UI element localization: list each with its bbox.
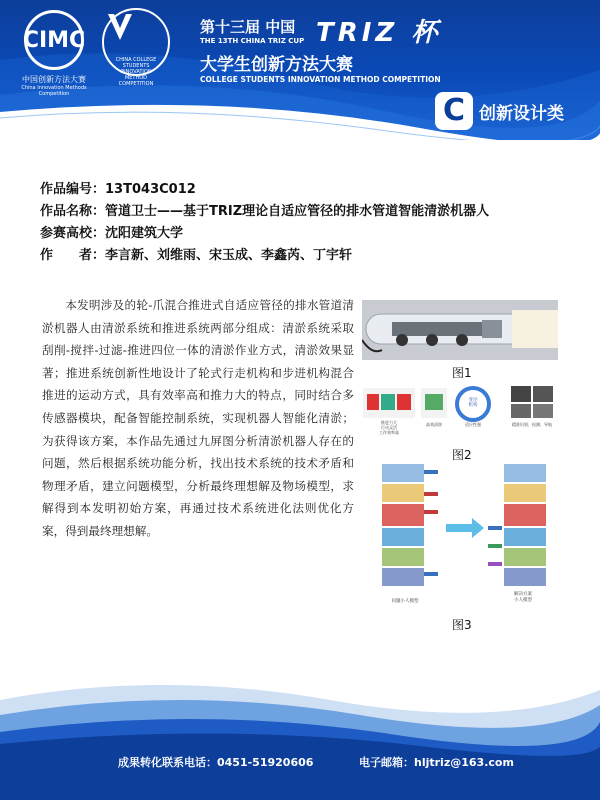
- figure-3-smart-little-people-model: [380, 462, 548, 612]
- title-cn: 第十三届 中国: [200, 18, 296, 36]
- footer-wave-decoration: [0, 660, 600, 800]
- contact-phone-value: 0451-51920606: [217, 756, 314, 769]
- description-paragraph: 本发明涉及的轮-爪混合推进式自适应管径的排水管道清淤机器人由清淤系统和推进系统两部分组成：清淤系统采取刮削-搅拌-过滤-推进四位一体的清淤作业方式，清淤效果显著；推进系统创新性地设计了轮式行走机构和步进机构混合推进的运动方式，具有效率高和推力大的特点，同时结合多传感器模块，配备智能控制系统，实现机器人智能化清淤；为获得该方案，本作品先通过九屏图分析清淤机器人存在的问题，然后根据系统功能分析，找出技术系统的技术矛盾和物理矛盾，建立问题模型，分析最终理想解及物场模型，求解得到本发明初始方案，再通过技术系统进化法则优化方案，得到最终理想解。: [42, 298, 354, 538]
- contact-email-value: hljtriz@163.com: [414, 756, 514, 769]
- category-badge: [435, 92, 595, 134]
- cimc-logo: [14, 10, 94, 96]
- work-id-value: 13T043C012: [105, 182, 196, 197]
- cimc-logo-name-en: China Innovation Methods Competition: [21, 85, 87, 97]
- cimc-logo-name-cn: 中国创新方法大赛: [22, 75, 86, 84]
- figure-3-diagram: [380, 462, 548, 612]
- work-name-line: [40, 200, 489, 219]
- work-id-label: 作品编号：: [40, 182, 106, 197]
- contact-email-line: [359, 754, 514, 770]
- school-line: [40, 222, 183, 241]
- figure-2-label-cleaning: 高效清淤: [426, 422, 442, 427]
- category-letter: C: [442, 93, 466, 128]
- page-footer: [0, 660, 600, 800]
- figure-3-right-label: 解决方案 小人模型: [514, 592, 532, 603]
- subtitle-cn: 大学生创新方法大赛: [200, 55, 353, 75]
- cimc-logo-mark: CIMC: [24, 10, 84, 70]
- title-triz: TRIZ 杯: [316, 18, 442, 48]
- school-value: 沈阳建筑大学: [105, 226, 184, 241]
- authors-value: 李言新、刘维雨、宋玉成、李鑫芮、丁宇轩: [105, 248, 353, 263]
- contact-phone-line: [118, 754, 313, 770]
- page-header: [0, 0, 600, 140]
- college-competition-seal-logo: [102, 8, 170, 87]
- authors-label: 作 者：: [40, 248, 106, 263]
- figure-2-label-adaptive: 适应性强: [465, 422, 481, 427]
- figure-1-photo: [362, 300, 558, 360]
- figure-1-caption: 图1: [452, 366, 472, 380]
- figure-2-label-sensing: 精准识别、检测、导航: [512, 422, 552, 427]
- authors-line: [40, 244, 352, 263]
- work-name-label: 作品名称：: [40, 204, 106, 219]
- seal-emblem-icon: [104, 10, 136, 44]
- subtitle-en: COLLEGE STUDENTS INNOVATION METHOD COMPETITION: [200, 75, 441, 84]
- title-cup-en: THE 13TH CHINA TRIZ CUP: [200, 37, 305, 45]
- contact-email-label: 电子邮箱：: [359, 756, 414, 769]
- seal-text: CHINA COLLEGE STUDENTS INNOVATION METHOD COMPETITION: [115, 57, 157, 87]
- figure-1-robot-in-pipe: [362, 300, 558, 360]
- work-id-line: [40, 178, 196, 197]
- figure-2-center-label: 变径 机构: [468, 398, 478, 408]
- category-label: 创新设计类: [479, 104, 564, 124]
- figure-2-diagram: [363, 384, 557, 442]
- work-name-value: 管道卫士——基于TRIZ理论自适应管径的排水管道智能清淤机器人: [105, 204, 490, 219]
- figure-2-label-propulsion: 推进力大 行动灵活 工作效率高: [379, 420, 399, 435]
- school-label: 参赛高校：: [40, 226, 106, 241]
- figure-3-left-label: 问题小人模型: [391, 599, 419, 604]
- figure-2-caption: 图2: [452, 448, 472, 462]
- figure-3-caption: 图3: [452, 618, 472, 632]
- category-letter-box: [435, 92, 473, 130]
- contact-phone-label: 成果转化联系电话：: [118, 756, 217, 769]
